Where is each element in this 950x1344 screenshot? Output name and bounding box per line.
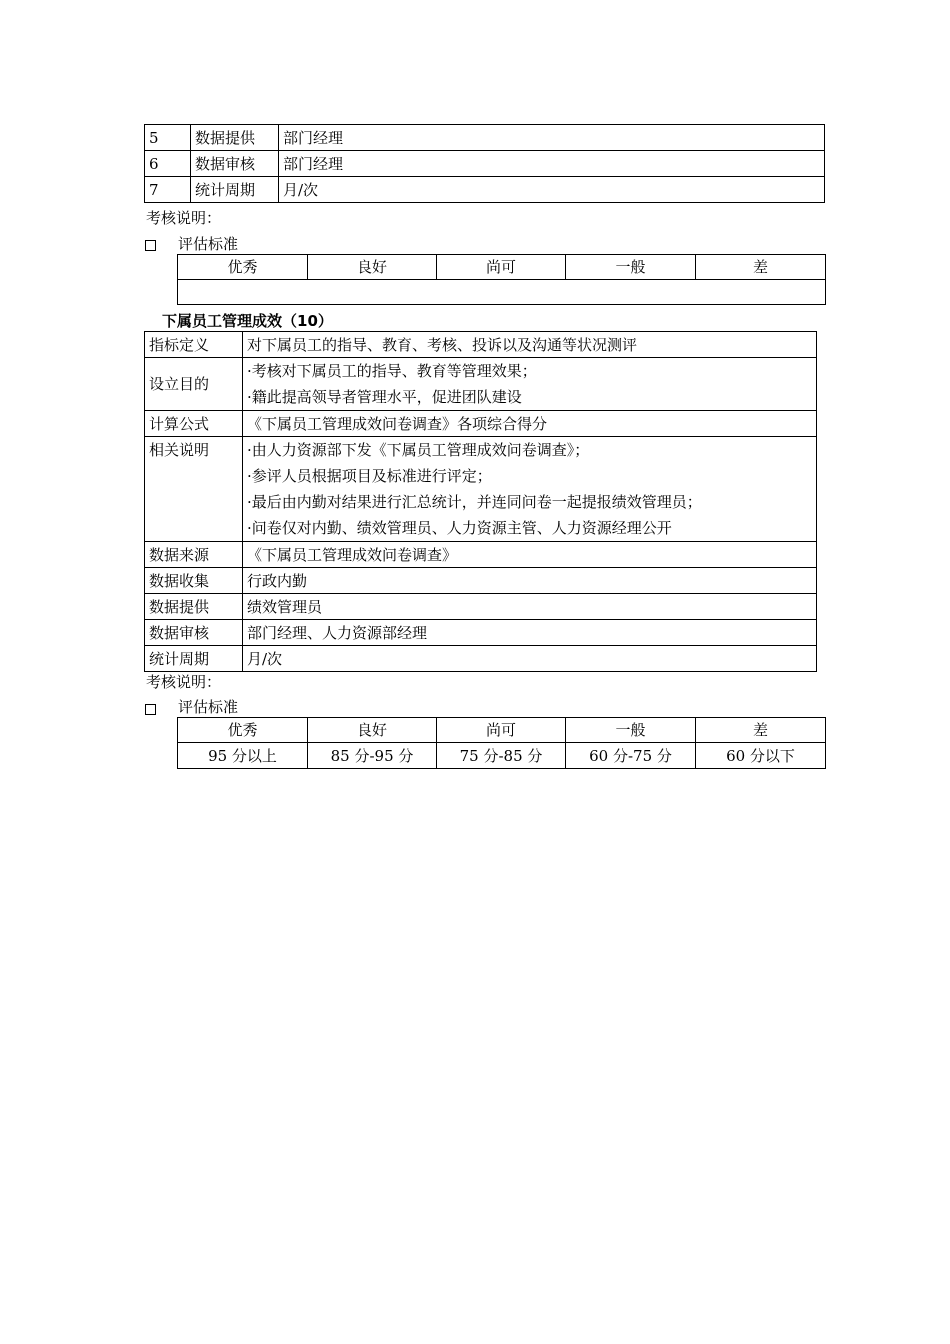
table-row — [145, 437, 817, 542]
row-value — [243, 358, 817, 411]
row-label: 统计周期 — [145, 646, 243, 672]
grade-excellent: 优秀 — [178, 255, 308, 280]
row-value: 月/次 — [243, 646, 817, 672]
grade-average: 一般 — [566, 718, 696, 743]
note-line: ·问卷仅对内勤、绩效管理员、人力资源主管、人力资源经理公开 — [247, 519, 672, 537]
purpose-line: ·考核对下属员工的指导、教育等管理效果； — [247, 362, 537, 380]
row-label: 数据提供 — [191, 125, 279, 151]
indicator-detail-table — [144, 331, 817, 672]
grade-header-row — [178, 718, 826, 743]
grade-value-poor: 60 分以下 — [696, 743, 826, 769]
row-value: 部门经理 — [279, 125, 825, 151]
row-label: 数据来源 — [145, 542, 243, 568]
note-line: ·最后由内勤对结果进行汇总统计，并连同问卷一起提报绩效管理员； — [247, 493, 702, 511]
row-label: 数据审核 — [191, 151, 279, 177]
grade-value-average: 60 分-75 分 — [566, 743, 696, 769]
grade-fair: 尚可 — [437, 718, 566, 743]
row-label: 设立目的 — [145, 358, 243, 411]
row-value — [243, 437, 817, 542]
row-value: 《下属员工管理成效问卷调查》各项综合得分 — [243, 411, 817, 437]
criteria-bullet-icon — [145, 701, 156, 719]
table-row — [145, 542, 817, 568]
grade-average: 一般 — [566, 255, 696, 280]
criteria-label: 评估标准 — [178, 698, 239, 716]
row-label: 统计周期 — [191, 177, 279, 203]
table-row — [145, 125, 825, 151]
grade-excellent: 优秀 — [178, 718, 308, 743]
row-label: 数据收集 — [145, 568, 243, 594]
row-number: 7 — [145, 177, 191, 203]
row-value: 月/次 — [279, 177, 825, 203]
table-row — [145, 332, 817, 358]
grade-good: 良好 — [308, 718, 437, 743]
grade-value-good: 85 分-95 分 — [308, 743, 437, 769]
table-row — [145, 177, 825, 203]
grade-value-row — [178, 280, 826, 305]
grade-good: 良好 — [308, 255, 437, 280]
row-value: 绩效管理员 — [243, 594, 817, 620]
row-number: 5 — [145, 125, 191, 151]
grade-value-row — [178, 743, 826, 769]
grade-poor: 差 — [696, 255, 826, 280]
grade-value-excellent: 95 分以上 — [178, 743, 308, 769]
grade-table-1 — [177, 254, 826, 305]
row-label: 指标定义 — [145, 332, 243, 358]
note-line: ·参评人员根据项目及标准进行评定； — [247, 467, 492, 485]
table-row — [145, 646, 817, 672]
grade-value-empty — [178, 280, 826, 305]
criteria-bullet-icon — [145, 237, 156, 255]
row-label: 计算公式 — [145, 411, 243, 437]
row-value: 对下属员工的指导、教育、考核、投诉以及沟通等状况测评 — [243, 332, 817, 358]
row-value: 部门经理、人力资源部经理 — [243, 620, 817, 646]
grade-header-row — [178, 255, 826, 280]
grade-value-fair: 75 分-85 分 — [437, 743, 566, 769]
table-row — [145, 411, 817, 437]
table-row — [145, 358, 817, 411]
section-title: 下属员工管理成效（10） — [162, 312, 333, 330]
note-line: ·由人力资源部下发《下属员工管理成效问卷调查》； — [247, 441, 590, 459]
assessment-note-label: 考核说明： — [146, 673, 222, 691]
grade-fair: 尚可 — [437, 255, 566, 280]
table-row — [145, 151, 825, 177]
table-row — [145, 568, 817, 594]
row-label: 数据提供 — [145, 594, 243, 620]
grade-poor: 差 — [696, 718, 826, 743]
row-value: 行政内勤 — [243, 568, 817, 594]
row-label: 数据审核 — [145, 620, 243, 646]
row-number: 6 — [145, 151, 191, 177]
row-value: 《下属员工管理成效问卷调查》 — [243, 542, 817, 568]
assessment-note-label: 考核说明： — [146, 209, 222, 227]
purpose-line: ·籍此提高领导者管理水平，促进团队建设 — [247, 388, 522, 406]
row-label: 相关说明 — [145, 437, 243, 542]
row-value: 部门经理 — [279, 151, 825, 177]
table-row — [145, 620, 817, 646]
table-row — [145, 594, 817, 620]
grade-table-2 — [177, 717, 826, 769]
top-indicator-table — [144, 124, 825, 203]
criteria-label: 评估标准 — [178, 235, 239, 253]
